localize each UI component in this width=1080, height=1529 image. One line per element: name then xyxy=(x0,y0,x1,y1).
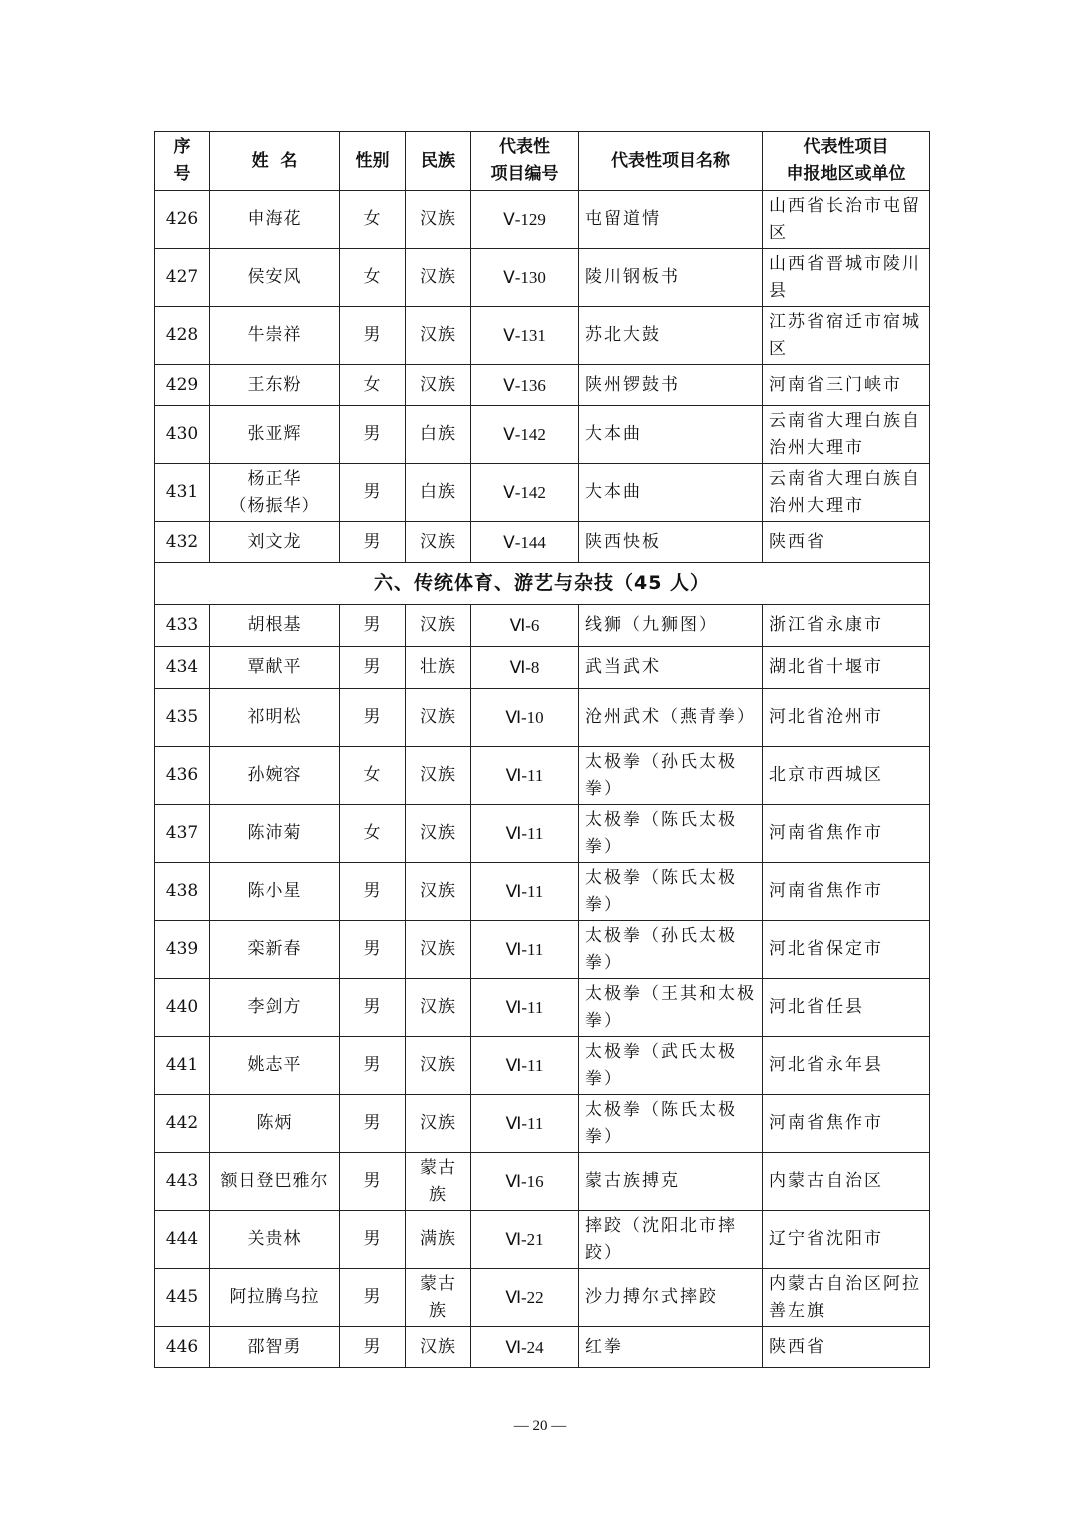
table-body-part-1 xyxy=(155,191,930,563)
row-project-name: 陕州锣鼓书 xyxy=(579,365,763,406)
table-row xyxy=(155,1153,930,1211)
row-ethnicity: 汉族 xyxy=(406,979,471,1037)
row-number: 441 xyxy=(155,1037,210,1095)
row-name: 陈沛菊 xyxy=(210,805,340,863)
header-gender: 性别 xyxy=(340,132,406,191)
table-row xyxy=(155,1211,930,1269)
table-row xyxy=(155,689,930,747)
row-project-name: 红拳 xyxy=(579,1327,763,1368)
row-number: 434 xyxy=(155,647,210,689)
row-ethnicity: 汉族 xyxy=(406,365,471,406)
row-project-name: 太极拳（孙氏太极拳） xyxy=(579,747,763,805)
row-name: 额日登巴雅尔 xyxy=(210,1153,340,1211)
row-ethnicity: 白族 xyxy=(406,464,471,522)
row-region: 北京市西城区 xyxy=(763,747,930,805)
row-name: 侯安风 xyxy=(210,249,340,307)
row-project-code: Ⅴ-142 xyxy=(471,406,579,464)
row-number: 428 xyxy=(155,307,210,365)
row-number: 432 xyxy=(155,522,210,563)
row-name: 陈炳 xyxy=(210,1095,340,1153)
row-project-code: Ⅵ-21 xyxy=(471,1211,579,1269)
row-ethnicity: 汉族 xyxy=(406,747,471,805)
page-number: — 20 — xyxy=(513,1418,567,1434)
row-gender: 女 xyxy=(340,747,406,805)
row-project-code: Ⅴ-144 xyxy=(471,522,579,563)
row-ethnicity: 白族 xyxy=(406,406,471,464)
row-number: 442 xyxy=(155,1095,210,1153)
row-number: 440 xyxy=(155,979,210,1037)
table-row xyxy=(155,1037,930,1095)
row-name: 刘文龙 xyxy=(210,522,340,563)
row-project-name: 摔跤（沈阳北市摔跤） xyxy=(579,1211,763,1269)
row-project-code: Ⅵ-16 xyxy=(471,1153,579,1211)
row-gender: 男 xyxy=(340,1153,406,1211)
row-ethnicity: 满族 xyxy=(406,1211,471,1269)
row-name: 李剑方 xyxy=(210,979,340,1037)
row-region: 浙江省永康市 xyxy=(763,605,930,647)
row-project-code: Ⅴ-131 xyxy=(471,307,579,365)
row-name: 阿拉腾乌拉 xyxy=(210,1269,340,1327)
table-row xyxy=(155,863,930,921)
row-gender: 男 xyxy=(340,979,406,1037)
row-gender: 男 xyxy=(340,307,406,365)
row-gender: 男 xyxy=(340,522,406,563)
row-gender: 男 xyxy=(340,406,406,464)
row-project-code: Ⅴ-129 xyxy=(471,191,579,249)
row-ethnicity: 汉族 xyxy=(406,191,471,249)
row-number: 429 xyxy=(155,365,210,406)
row-number: 426 xyxy=(155,191,210,249)
row-gender: 男 xyxy=(340,1095,406,1153)
row-region: 陕西省 xyxy=(763,1327,930,1368)
row-project-code: Ⅵ-11 xyxy=(471,979,579,1037)
row-number: 444 xyxy=(155,1211,210,1269)
row-region: 辽宁省沈阳市 xyxy=(763,1211,930,1269)
row-project-name: 陵川钢板书 xyxy=(579,249,763,307)
row-project-code: Ⅵ-11 xyxy=(471,1037,579,1095)
row-region: 河北省永年县 xyxy=(763,1037,930,1095)
table-row xyxy=(155,464,930,522)
table-row xyxy=(155,365,930,406)
row-ethnicity: 汉族 xyxy=(406,689,471,747)
row-number: 433 xyxy=(155,605,210,647)
row-project-code: Ⅵ-11 xyxy=(471,805,579,863)
table-row xyxy=(155,921,930,979)
row-project-code: Ⅵ-24 xyxy=(471,1327,579,1368)
row-project-name: 沙力搏尔式摔跤 xyxy=(579,1269,763,1327)
row-ethnicity: 壮族 xyxy=(406,647,471,689)
header-project: 代表性项目名称 xyxy=(579,132,763,191)
row-project-name: 太极拳（陈氏太极拳） xyxy=(579,1095,763,1153)
row-name: 姚志平 xyxy=(210,1037,340,1095)
row-region: 江苏省宿迁市宿城区 xyxy=(763,307,930,365)
row-name: 邵智勇 xyxy=(210,1327,340,1368)
row-name: 王东粉 xyxy=(210,365,340,406)
table-row xyxy=(155,249,930,307)
row-project-code: Ⅵ-22 xyxy=(471,1269,579,1327)
row-project-code: Ⅵ-11 xyxy=(471,747,579,805)
row-project-code: Ⅵ-6 xyxy=(471,605,579,647)
row-project-name: 沧州武术（燕青拳） xyxy=(579,689,763,747)
table-row xyxy=(155,805,930,863)
row-name: 张亚辉 xyxy=(210,406,340,464)
row-name: 申海花 xyxy=(210,191,340,249)
row-number: 435 xyxy=(155,689,210,747)
row-gender: 女 xyxy=(340,191,406,249)
table-row xyxy=(155,522,930,563)
heritage-table xyxy=(154,131,930,1368)
header-no: 序 号 xyxy=(155,132,210,191)
row-project-name: 武当武术 xyxy=(579,647,763,689)
row-gender: 男 xyxy=(340,1211,406,1269)
row-region: 内蒙古自治区阿拉善左旗 xyxy=(763,1269,930,1327)
header-ethnicity: 民族 xyxy=(406,132,471,191)
table-row xyxy=(155,1095,930,1153)
table-row xyxy=(155,1269,930,1327)
row-ethnicity: 汉族 xyxy=(406,1095,471,1153)
row-gender: 男 xyxy=(340,863,406,921)
row-project-code: Ⅴ-136 xyxy=(471,365,579,406)
row-ethnicity: 汉族 xyxy=(406,1037,471,1095)
row-project-name: 太极拳（孙氏太极拳） xyxy=(579,921,763,979)
row-number: 436 xyxy=(155,747,210,805)
row-project-name: 屯留道情 xyxy=(579,191,763,249)
row-project-name: 苏北大鼓 xyxy=(579,307,763,365)
row-name: 牛崇祥 xyxy=(210,307,340,365)
row-project-code: Ⅵ-11 xyxy=(471,921,579,979)
row-gender: 男 xyxy=(340,647,406,689)
row-project-name: 太极拳（陈氏太极拳） xyxy=(579,863,763,921)
row-gender: 男 xyxy=(340,1037,406,1095)
row-ethnicity: 汉族 xyxy=(406,863,471,921)
row-ethnicity: 汉族 xyxy=(406,605,471,647)
table-row xyxy=(155,605,930,647)
row-region: 云南省大理白族自治州大理市 xyxy=(763,406,930,464)
row-ethnicity: 蒙古族 xyxy=(406,1269,471,1327)
row-project-code: Ⅵ-11 xyxy=(471,863,579,921)
row-region: 陕西省 xyxy=(763,522,930,563)
row-region: 河南省焦作市 xyxy=(763,863,930,921)
section-row xyxy=(155,563,930,605)
section-title: 六、传统体育、游艺与杂技（45 人） xyxy=(155,563,930,605)
row-ethnicity: 汉族 xyxy=(406,805,471,863)
row-region: 河南省焦作市 xyxy=(763,1095,930,1153)
row-region: 湖北省十堰市 xyxy=(763,647,930,689)
row-ethnicity: 汉族 xyxy=(406,249,471,307)
table-row xyxy=(155,406,930,464)
row-region: 河北省保定市 xyxy=(763,921,930,979)
row-ethnicity: 蒙古族 xyxy=(406,1153,471,1211)
row-number: 438 xyxy=(155,863,210,921)
row-project-code: Ⅴ-142 xyxy=(471,464,579,522)
row-name: 栾新春 xyxy=(210,921,340,979)
table-row xyxy=(155,647,930,689)
row-number: 437 xyxy=(155,805,210,863)
header-code: 代表性 项目编号 xyxy=(471,132,579,191)
row-region: 河北省任县 xyxy=(763,979,930,1037)
row-name: 祁明松 xyxy=(210,689,340,747)
row-project-name: 太极拳（武氏太极拳） xyxy=(579,1037,763,1095)
row-gender: 男 xyxy=(340,605,406,647)
row-region: 河北省沧州市 xyxy=(763,689,930,747)
row-project-code: Ⅵ-10 xyxy=(471,689,579,747)
header-name: 姓 名 xyxy=(210,132,340,191)
row-project-name: 线狮（九狮图） xyxy=(579,605,763,647)
row-project-code: Ⅵ-8 xyxy=(471,647,579,689)
row-gender: 男 xyxy=(340,464,406,522)
row-region: 河南省三门峡市 xyxy=(763,365,930,406)
row-ethnicity: 汉族 xyxy=(406,921,471,979)
section-heading-body xyxy=(155,563,930,605)
row-project-code: Ⅵ-11 xyxy=(471,1095,579,1153)
header-region: 代表性项目 申报地区或单位 xyxy=(763,132,930,191)
table-row xyxy=(155,1327,930,1368)
row-number: 430 xyxy=(155,406,210,464)
row-gender: 男 xyxy=(340,689,406,747)
row-project-name: 太极拳（陈氏太极拳） xyxy=(579,805,763,863)
row-gender: 男 xyxy=(340,921,406,979)
row-number: 431 xyxy=(155,464,210,522)
row-gender: 男 xyxy=(340,1269,406,1327)
row-project-name: 大本曲 xyxy=(579,464,763,522)
row-project-name: 大本曲 xyxy=(579,406,763,464)
table-header-row xyxy=(155,132,930,191)
row-name: 杨正华 （杨振华） xyxy=(210,464,340,522)
row-name: 陈小星 xyxy=(210,863,340,921)
row-project-name: 太极拳（王其和太极拳） xyxy=(579,979,763,1037)
row-ethnicity: 汉族 xyxy=(406,1327,471,1368)
row-project-name: 蒙古族搏克 xyxy=(579,1153,763,1211)
row-name: 覃献平 xyxy=(210,647,340,689)
row-project-name: 陕西快板 xyxy=(579,522,763,563)
row-number: 443 xyxy=(155,1153,210,1211)
row-name: 孙婉容 xyxy=(210,747,340,805)
row-region: 山西省晋城市陵川县 xyxy=(763,249,930,307)
row-number: 445 xyxy=(155,1269,210,1327)
row-number: 439 xyxy=(155,921,210,979)
table-body-part-2 xyxy=(155,605,930,1368)
row-ethnicity: 汉族 xyxy=(406,522,471,563)
row-gender: 女 xyxy=(340,365,406,406)
table-row xyxy=(155,747,930,805)
row-gender: 女 xyxy=(340,805,406,863)
table-row xyxy=(155,307,930,365)
row-region: 河南省焦作市 xyxy=(763,805,930,863)
row-ethnicity: 汉族 xyxy=(406,307,471,365)
table-row xyxy=(155,191,930,249)
row-name: 关贵林 xyxy=(210,1211,340,1269)
row-region: 内蒙古自治区 xyxy=(763,1153,930,1211)
row-region: 山西省长治市屯留区 xyxy=(763,191,930,249)
row-gender: 男 xyxy=(340,1327,406,1368)
row-name: 胡根基 xyxy=(210,605,340,647)
row-project-code: Ⅴ-130 xyxy=(471,249,579,307)
row-gender: 女 xyxy=(340,249,406,307)
row-number: 446 xyxy=(155,1327,210,1368)
row-region: 云南省大理白族自治州大理市 xyxy=(763,464,930,522)
row-number: 427 xyxy=(155,249,210,307)
table-row xyxy=(155,979,930,1037)
